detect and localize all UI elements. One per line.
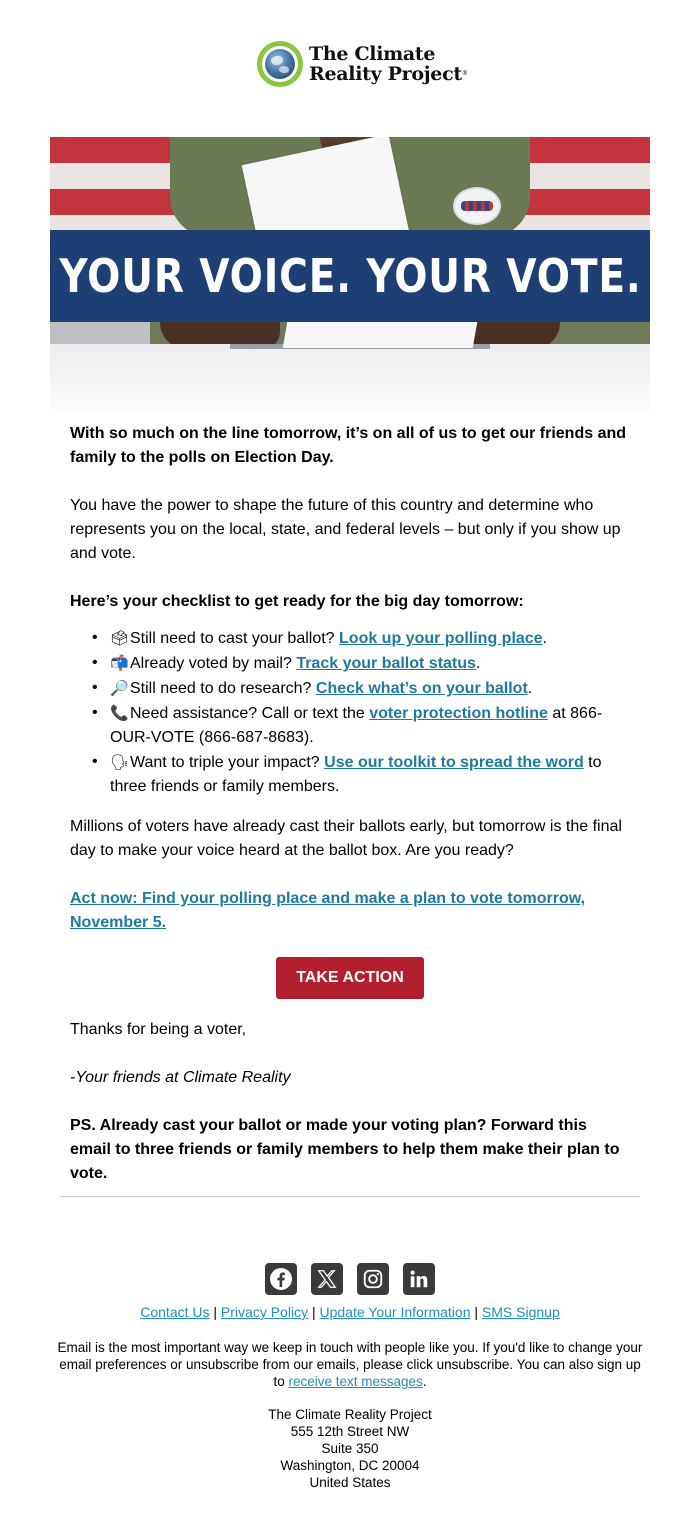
globe-icon <box>257 41 303 87</box>
checklist-heading: Here’s your checklist to get ready for the big day tomorrow: <box>70 593 524 610</box>
x-icon[interactable] <box>311 1263 343 1295</box>
hero-headline: YOUR VOICE. YOUR VOTE. <box>58 249 642 303</box>
social-links <box>265 1263 435 1295</box>
ps-paragraph: PS. Already cast your ballot or made your voting plan? Forward this email to three friends or family members to help them make their plan to vote. <box>70 1117 620 1182</box>
list-item: • 🗳Still need to cast your ballot? Look up your polling place. <box>70 626 630 651</box>
list-item: • 📞Need assistance? Call or text the voter protection hotline at 866-OUR-VOTE (866-687-8683). <box>70 701 630 750</box>
footer-note: Email is the most important way we keep in touch with people like you. If you'd like to change your email preferences or unsubscribe from our emails, please click unsubscribe. You can also sign up to receive text messages. <box>57 1340 643 1389</box>
email-body <box>70 422 630 1186</box>
magnifier-icon: 🔎 <box>110 679 129 697</box>
ballot-box <box>50 344 650 414</box>
ballot-status-link[interactable]: Track your ballot status <box>296 655 476 672</box>
checklist <box>70 626 630 799</box>
privacy-policy-link[interactable]: Privacy Policy <box>220 1304 309 1320</box>
contact-us-link[interactable]: Contact Us <box>140 1304 210 1320</box>
sms-signup-link[interactable]: SMS Signup <box>481 1304 560 1320</box>
thanks-text: Thanks for being a voter, <box>70 1021 247 1038</box>
intro-paragraph: You have the power to shape the future of this country and determine who represents you on the local, state, and federal levels – but only if you show up and vote. <box>70 497 621 562</box>
instagram-icon[interactable] <box>357 1263 389 1295</box>
mailbox-icon: 📬 <box>110 654 129 672</box>
divider <box>60 1196 640 1197</box>
list-item: • 📬Already voted by mail? Track your ballot status. <box>70 651 630 676</box>
signature: -Your friends at Climate Reality <box>70 1069 291 1086</box>
brand-name: The Climate Reality Project® <box>309 43 468 85</box>
list-item: • 🔎Still need to do research? Check what’s on your ballot. <box>70 676 630 701</box>
toolkit-link[interactable]: Use our toolkit to spread the word <box>324 754 584 771</box>
linkedin-icon[interactable] <box>403 1263 435 1295</box>
mailing-address: The Climate Reality Project 555 12th Street NW Suite 350 Washington, DC 20004 United States <box>268 1407 432 1490</box>
hero-banner <box>50 230 650 322</box>
facebook-icon[interactable] <box>265 1263 297 1295</box>
ballot-box-icon: 🗳 <box>110 629 130 647</box>
footer-links: Contact Us | Privacy Policy | Update Your Information | SMS Signup <box>140 1304 560 1320</box>
climate-reality-logo[interactable] <box>257 40 468 88</box>
act-now-link[interactable]: Act now: Find your polling place and make a plan to vote tomorrow, November 5. <box>70 890 586 931</box>
speaking-head-icon: 🗣 <box>110 753 130 771</box>
receive-text-messages-link[interactable]: receive text messages <box>288 1374 423 1389</box>
phone-icon: 📞 <box>110 704 129 722</box>
voted-pin-icon <box>453 187 501 225</box>
polling-place-link[interactable]: Look up your polling place <box>339 630 543 647</box>
check-ballot-link[interactable]: Check what’s on your ballot <box>315 680 528 697</box>
voter-hotline-link[interactable]: voter protection hotline <box>369 705 548 722</box>
list-item: • 🗣Want to triple your impact? Use our toolkit to spread the word to three friends or family members. <box>70 750 630 799</box>
take-action-button[interactable]: TAKE ACTION <box>276 957 424 999</box>
early-voting-paragraph: Millions of voters have already cast their ballots early, but tomorrow is the final day to make your voice heard at the ballot box. Are you ready? <box>70 818 622 859</box>
update-info-link[interactable]: Update Your Information <box>319 1304 471 1320</box>
lead-paragraph: With so much on the line tomorrow, it’s on all of us to get our friends and family to the polls on Election Day. <box>70 425 627 466</box>
hero-image[interactable] <box>50 137 650 414</box>
